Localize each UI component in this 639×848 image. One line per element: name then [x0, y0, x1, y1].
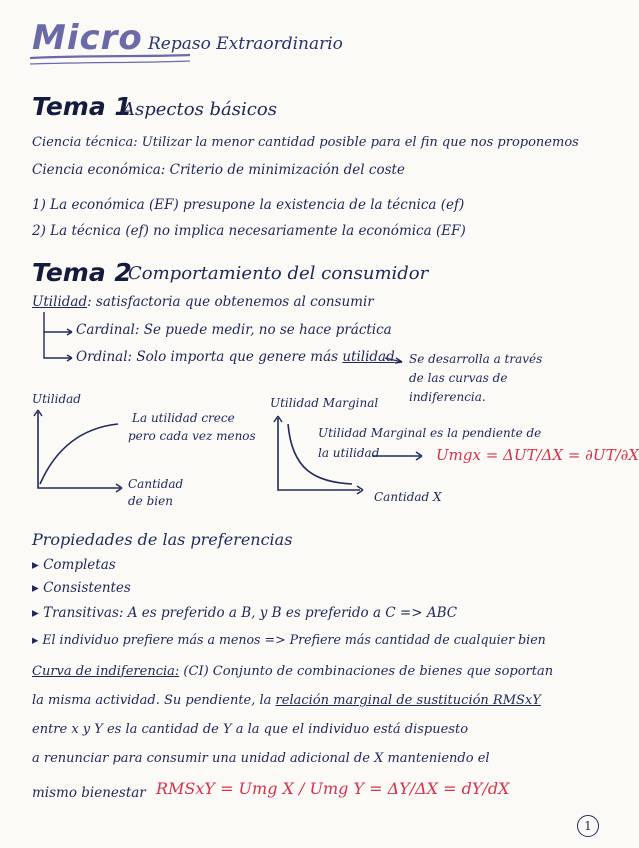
umg-arrowhead — [416, 452, 422, 460]
graph1-x-arrowhead — [116, 484, 122, 492]
curva-text1: (CI) Conjunto de combinaciones de bienes que soportan — [183, 664, 554, 679]
curva-line1 — [32, 664, 553, 679]
curva-label: Curva de indiferencia: — [32, 664, 180, 679]
prop-item-text: Completas — [43, 557, 116, 573]
tema1-heading: Tema 1 — [32, 92, 132, 121]
utilidad-definition: : satisfactoria que obtenemos al consumir — [87, 294, 374, 310]
graph1-ylabel: Utilidad — [32, 392, 81, 406]
curva-line5: mismo bienestar — [32, 785, 146, 801]
page-title: Micro — [32, 18, 143, 58]
desarrolla-line1: Se desarrolla a través — [409, 352, 543, 366]
page-number: 1 — [577, 815, 599, 837]
umg-formula: Umgx = ΔUT/ΔX = ∂UT/∂X — [436, 446, 639, 464]
desarrolla-arrowhead — [395, 358, 402, 363]
tema1-point1: 1) La económica (EF) presupone la existencia de la técnica (ef) — [32, 197, 465, 213]
tema1-ciencia-economica: Ciencia económica: Criterio de minimización del coste — [32, 162, 405, 178]
tema2-heading: Tema 2 — [32, 258, 132, 287]
curva-line4: a renunciar para consumir una unidad adicional de X manteniendo el — [32, 751, 490, 766]
graph2-note1: Utilidad Marginal es la pendiente de — [318, 426, 542, 440]
graph2-note2: la utilidad — [318, 446, 380, 460]
graph2-y-arrowhead — [274, 416, 282, 422]
graph1-note2: pero cada vez menos — [128, 429, 256, 443]
rms-formula: RMSxY = Umg X / Umg Y = ΔY/ΔX = dY/dX — [156, 779, 510, 798]
curva-line3: entre x y Y es la cantidad de Y a la que el individuo está dispuesto — [32, 722, 469, 737]
prop-item-text: Consistentes — [43, 580, 131, 596]
tema1-ciencia-tecnica: Ciencia técnica: Utilizar la menor cantidad posible para el fin que nos proponemos — [32, 135, 579, 150]
prop-item-completas: ▸ Completas — [32, 557, 116, 573]
tema1-title: Aspectos básicos — [122, 99, 277, 120]
graph1-xlabel2: de bien — [128, 494, 173, 508]
utilidad-line — [32, 294, 374, 310]
cardinal-arrowhead — [67, 329, 72, 335]
propiedades-title: Propiedades de las preferencias — [32, 530, 293, 549]
cardinal-arrow — [44, 312, 72, 332]
graph1-utility-curve — [40, 424, 118, 484]
graph1-xlabel1: Cantidad — [128, 477, 184, 491]
tema1-point2: 2) La técnica (ef) no implica necesariamente la económica (EF) — [32, 223, 466, 239]
graph2-x-arrowhead — [357, 486, 363, 494]
prop-item-mas-a-menos: ▸ El individuo prefiere más a menos => Prefiere más cantidad de cualquier bien — [32, 632, 546, 647]
title-underline-2 — [30, 61, 190, 64]
graph1-note1: La utilidad crece — [132, 411, 235, 425]
curva-rms-term: relación marginal de sustitución RMSxY — [275, 693, 541, 708]
prop-item-text: Transitivas: A es preferido a B, y B es preferido a C => ABC — [43, 605, 458, 621]
prop-item-consistentes: ▸ Consistentes — [32, 580, 131, 596]
graph2-xlabel: Cantidad X — [374, 490, 442, 504]
ordinal-arrowhead — [67, 355, 72, 361]
curva-line2 — [32, 693, 541, 708]
utilidad-term: Utilidad — [32, 294, 88, 310]
graph1-axes — [38, 412, 120, 488]
curva-text2a: la misma actividad. Su pendiente, la — [32, 693, 276, 708]
ordinal-arrow — [44, 332, 72, 358]
desarrolla-line3: indiferencia. — [409, 390, 486, 404]
prop-item-text: El individuo prefiere más a menos => Prefiere más cantidad de cualquier bien — [42, 632, 546, 647]
tema2-title: Comportamiento del consumidor — [128, 263, 429, 284]
graph1-y-arrowhead — [34, 410, 42, 416]
page-subtitle: Repaso Extraordinario — [148, 34, 343, 54]
ordinal-text: Ordinal: Solo importa que genere más — [76, 349, 343, 365]
ordinal-line — [76, 349, 395, 365]
graph2-ylabel: Utilidad Marginal — [270, 396, 379, 410]
cardinal-line: Cardinal: Se puede medir, no se hace práctica — [76, 322, 392, 338]
ordinal-utilidad-word: utilidad — [342, 349, 395, 365]
desarrolla-line2: de las curvas de — [409, 371, 508, 385]
prop-item-transitivas: ▸ Transitivas: A es preferido a B, y B es preferido a C => ABC — [32, 605, 458, 621]
